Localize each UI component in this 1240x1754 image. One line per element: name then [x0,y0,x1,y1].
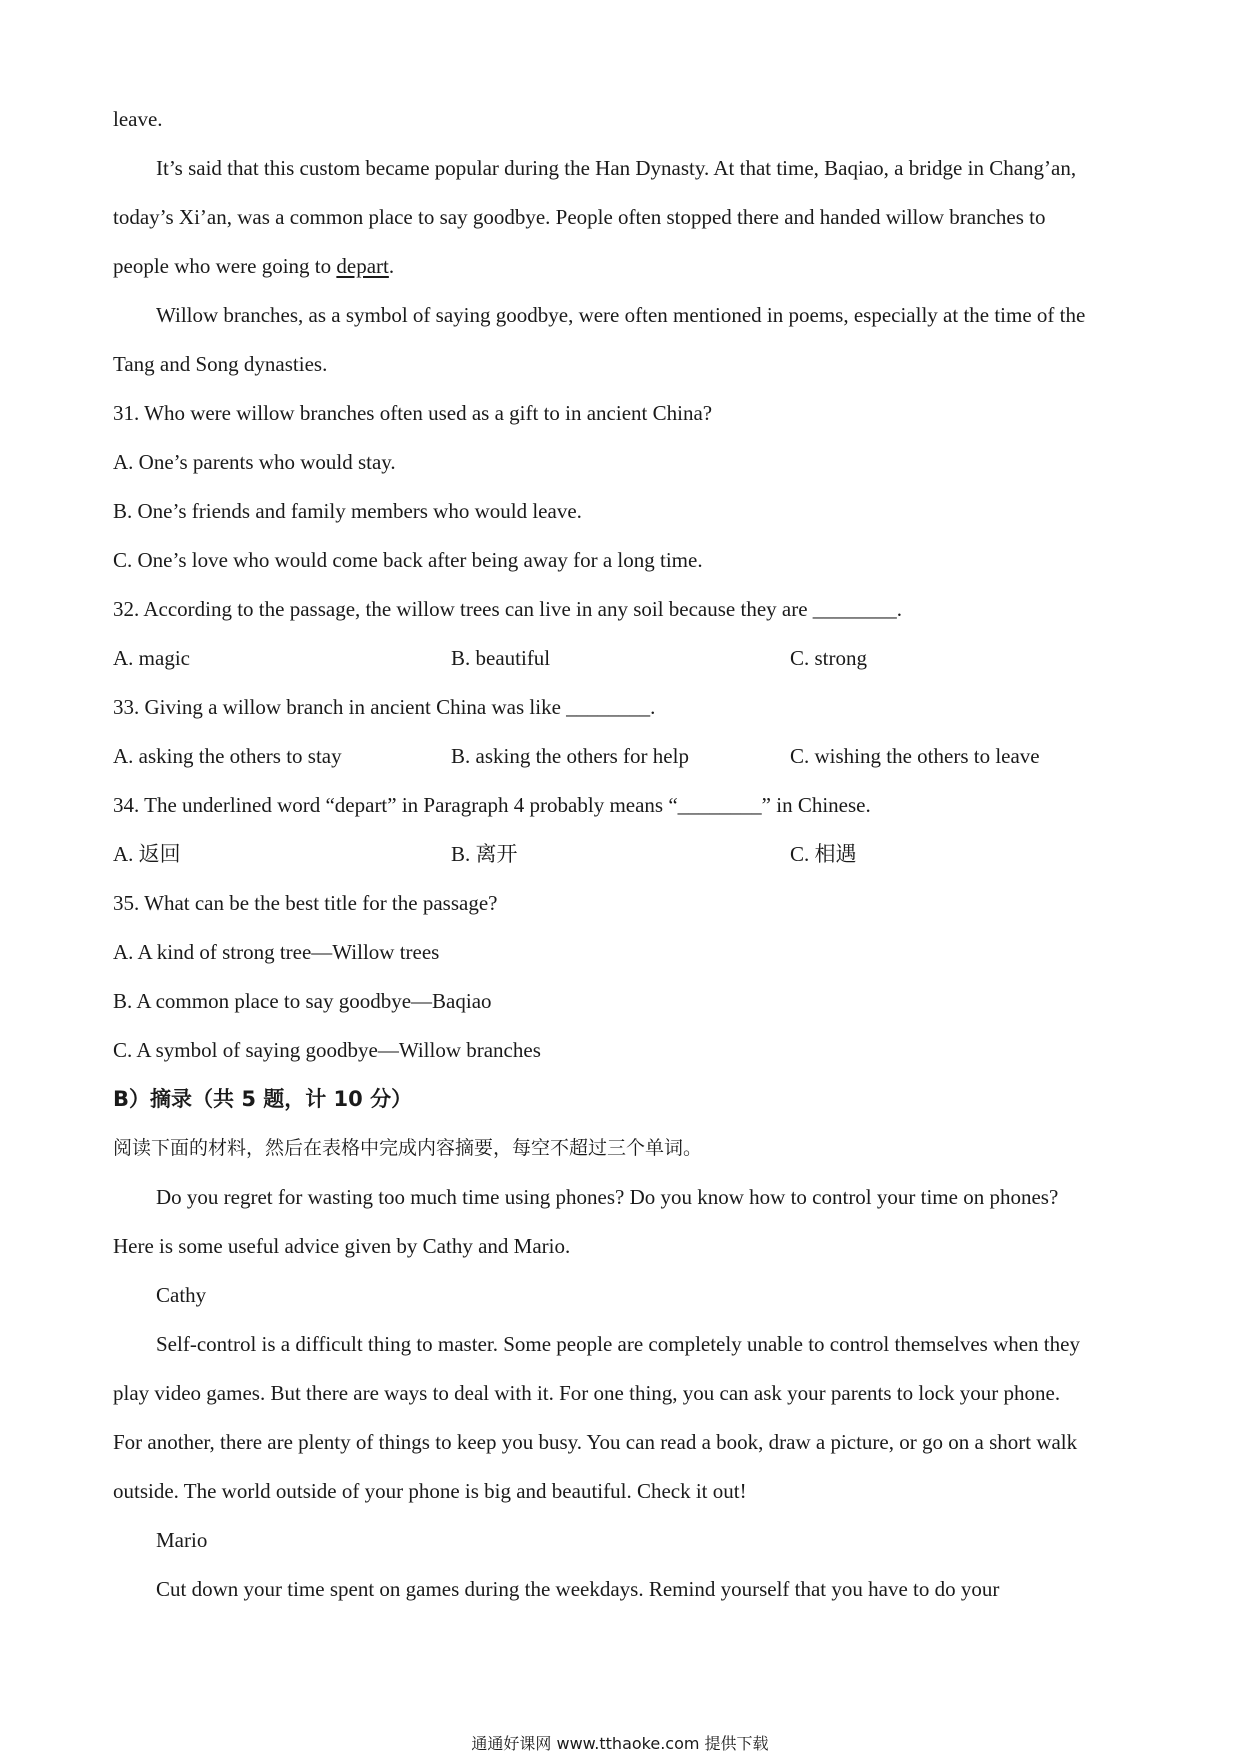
passage-line: Cut down your time spent on games during the weekdays. Remind yourself that you have to do your [156,1577,1000,1601]
speaker-name-cathy: Cathy [156,1283,207,1307]
question-33-option-c: C. wishing the others to leave [790,744,1040,768]
question-34-option-a: A. 返回 [113,842,181,866]
passage-line: Willow branches, as a symbol of saying goodbye, were often mentioned in poems, especially at the time of the [156,303,1086,327]
passage-line: leave. [113,107,163,131]
page-footer: 通通好课网 www.tthaoke.com 提供下载 [471,1734,769,1753]
question-31-option-a: A. One’s parents who would stay. [113,450,396,474]
question-33-option-b: B. asking the others for help [451,744,689,768]
passage-line: For another, there are plenty of things to keep you busy. You can read a book, draw a picture, or go on a short walk [113,1430,1078,1454]
question-35-option-b: B. A common place to say goodbye—Baqiao [113,989,492,1013]
passage-text: people who were going to [113,254,337,278]
question-33-stem: 33. Giving a willow branch in ancient China was like ________. [113,695,656,719]
question-35-option-a: A. A kind of strong tree—Willow trees [113,940,440,964]
question-31-stem: 31. Who were willow branches often used as a gift to in ancient China? [113,401,713,425]
passage-line: play video games. But there are ways to deal with it. For one thing, you can ask your parents to lock your phone. [113,1381,1061,1405]
passage-line: outside. The world outside of your phone is big and beautiful. Check it out! [113,1479,747,1503]
passage-line: Do you regret for wasting too much time using phones? Do you know how to control your time on phones? [156,1185,1059,1209]
passage-line: today’s Xi’an, was a common place to say goodbye. People often stopped there and handed willow branches to [113,205,1046,229]
question-34-option-b: B. 离开 [451,842,518,866]
question-31-option-b: B. One’s friends and family members who would leave. [113,499,582,523]
question-34-stem: 34. The underlined word “depart” in Paragraph 4 probably means “________” in Chinese. [113,793,871,817]
question-32-option-c: C. strong [790,646,868,670]
section-b-heading: B）摘录（共 5 题，计 10 分） [113,1087,413,1111]
question-32-option-a: A. magic [113,646,190,670]
question-35-stem: 35. What can be the best title for the passage? [113,891,498,915]
passage-line: It’s said that this custom became popular during the Han Dynasty. At that time, Baqiao, a bridge in Chang’an, [156,156,1077,180]
passage-line: Self-control is a difficult thing to master. Some people are completely unable to control themselves when they [156,1332,1080,1356]
question-32-option-b: B. beautiful [451,646,551,670]
question-31-option-c: C. One’s love who would come back after being away for a long time. [113,548,703,572]
underlined-word: depart [336,254,389,278]
question-32-stem: 32. According to the passage, the willow trees can live in any soil because they are ________. [113,597,903,621]
passage-line [113,253,394,279]
passage-line: Here is some useful advice given by Cathy and Mario. [113,1234,571,1258]
passage-line: Tang and Song dynasties. [113,352,328,376]
question-34-option-c: C. 相遇 [790,842,857,866]
passage-text: . [388,254,395,278]
question-35-option-c: C. A symbol of saying goodbye—Willow branches [113,1038,541,1062]
question-33-option-a: A. asking the others to stay [113,744,342,768]
section-b-instruction: 阅读下面的材料，然后在表格中完成内容摘要，每空不超过三个单词。 [113,1137,703,1159]
speaker-name-mario: Mario [156,1528,208,1552]
